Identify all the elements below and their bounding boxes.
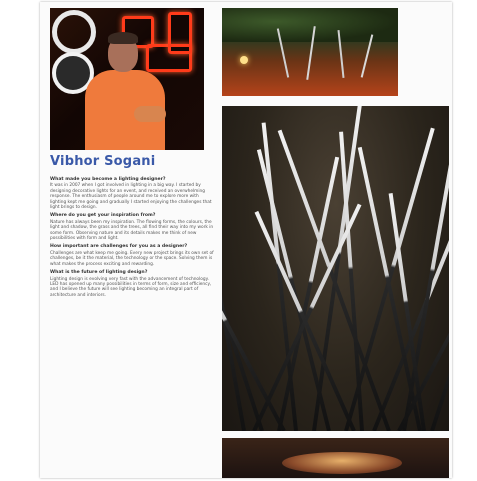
neon-light-decor bbox=[168, 12, 192, 54]
person-hair bbox=[108, 32, 138, 44]
question-3: How important are challenges for you as a designer? bbox=[50, 244, 188, 250]
answer-4: Lighting design is evolving very fast with the advancement of technology. LED has opened up many possibilities in terms of form, size and efficiency, and I believe the future will see lighting becoming an integral part of architecture and interiors. bbox=[50, 276, 212, 298]
interview-text bbox=[50, 174, 214, 300]
glow-light bbox=[240, 56, 248, 64]
light-stick bbox=[222, 135, 246, 431]
lamp-glow bbox=[282, 452, 402, 474]
designer-name-heading: Vibhor Sogani bbox=[50, 154, 156, 169]
person-arm bbox=[134, 106, 166, 122]
stick-light-sculpture-photo bbox=[222, 106, 449, 431]
light-stick bbox=[312, 106, 362, 431]
magazine-page bbox=[40, 2, 452, 478]
outdoor-installation-photo bbox=[222, 8, 398, 96]
question-2: Where do you get your inspiration from? bbox=[50, 213, 156, 219]
answer-1: It was in 2007 when I got involved in lighting in a big way. I started by designing decorative lights for an event, and received an overwhelming response. The enthusiasm of people around me to explore more with lighting kept me going and gradually I started enjoying the challenges that light brings to design. bbox=[50, 183, 212, 211]
lamp-detail-photo bbox=[222, 438, 449, 478]
designer-portrait-photo bbox=[50, 8, 204, 150]
ring-light-decor bbox=[52, 10, 96, 54]
answer-3: Challenges are what keep me going. Every new project brings its own set of challenges, be it the material, the technology or the space. Solving them is what makes the process exciting and rewarding. bbox=[50, 250, 214, 267]
light-stick bbox=[277, 157, 339, 431]
question-1: What made you become a lighting designer? bbox=[50, 177, 166, 182]
answer-2: Nature has always been my inspiration. The flowing forms, the colours, the light and shadow, the grass and the trees, all find their way into my work in some form. Observing nature and its details makes me think of new possibilities with form and light. bbox=[50, 219, 214, 242]
question-4: What is the future of lighting design? bbox=[50, 270, 148, 276]
